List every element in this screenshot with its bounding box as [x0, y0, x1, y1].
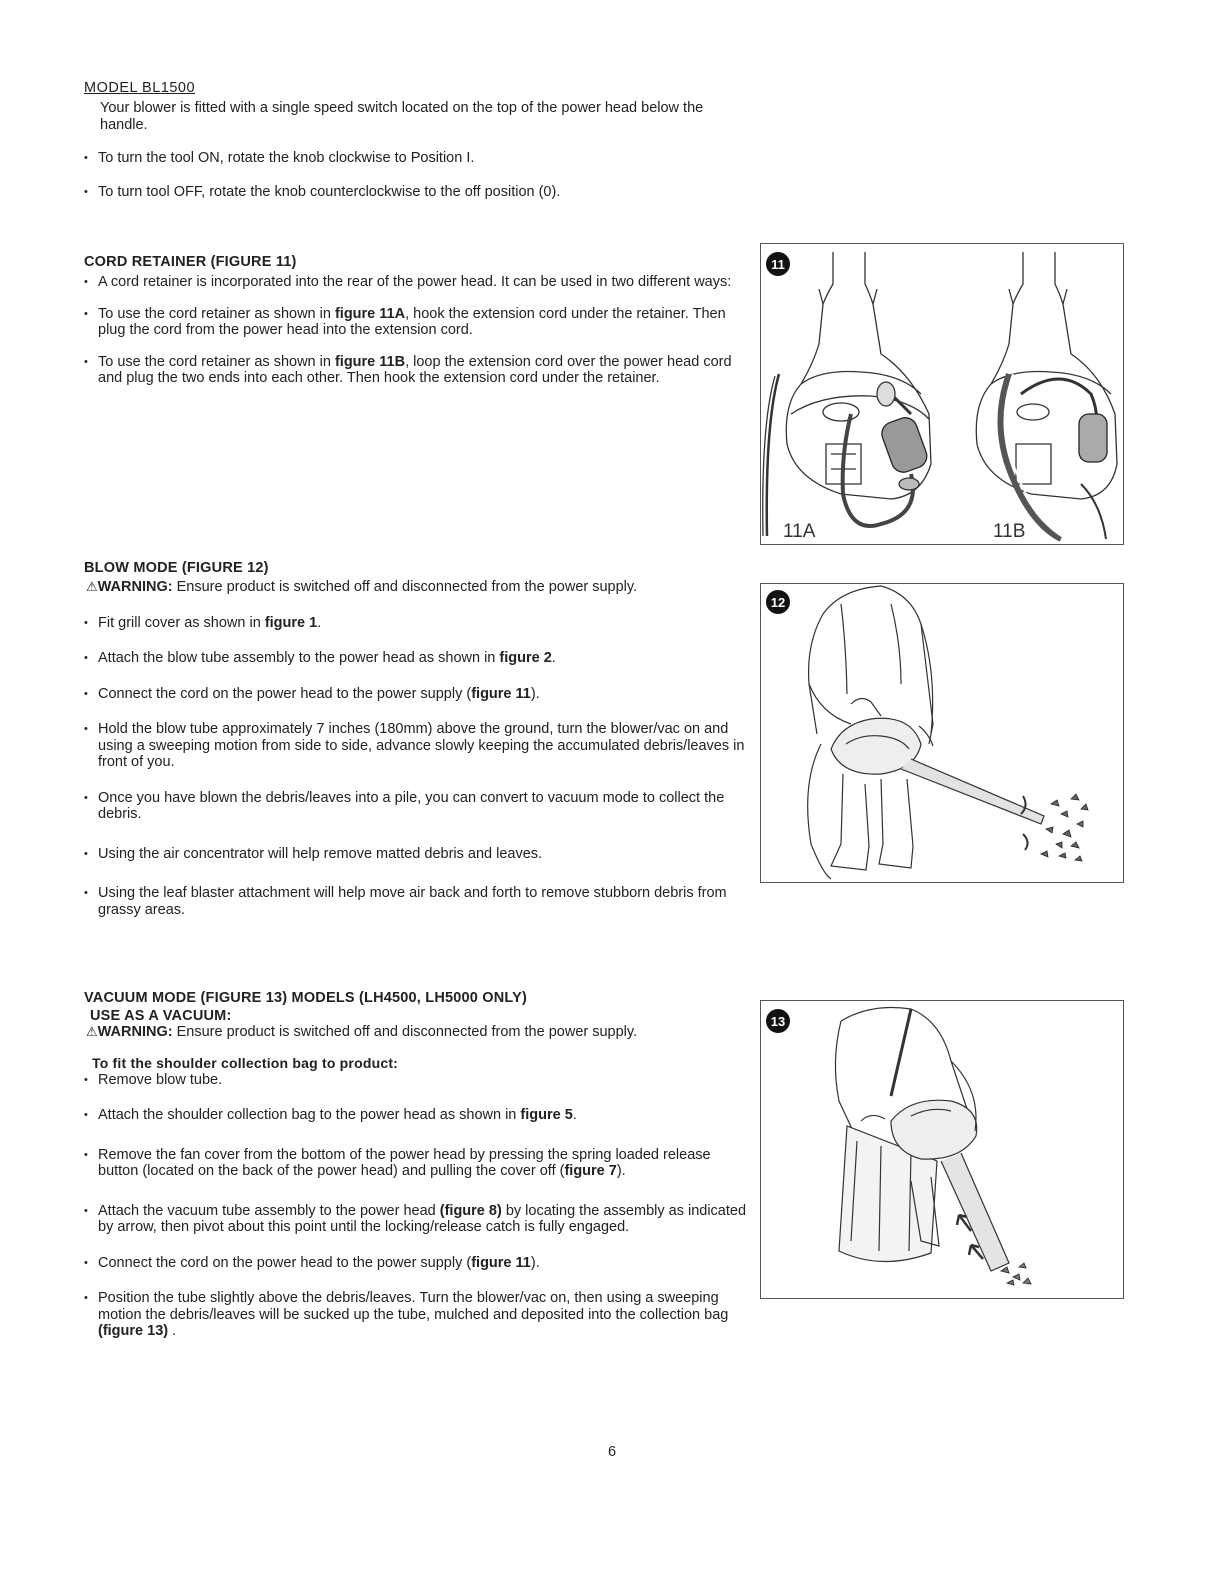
- fit-bag-heading: To fit the shoulder collection bag to product:: [92, 1054, 399, 1071]
- model-section: [84, 80, 752, 200]
- model-bullet-2: • To turn tool OFF, rotate the knob counterclockwise to the off position (0).: [84, 184, 752, 201]
- blow-bullet-7: • Using the leaf blaster attachment will help move air back and forth to remove stubborn debris from grassy areas.: [84, 885, 766, 918]
- vacuum-bullet-2: • Attach the shoulder collection bag to the power head as shown in figure 5.: [84, 1107, 752, 1124]
- vacuum-bullet-1: • Remove blow tube.: [84, 1072, 752, 1089]
- figure-11-illustration: [761, 244, 1123, 544]
- vacuum-bullet-3: • Remove the fan cover from the bottom of the power head by pressing the spring loaded release button (located on the back of the power head) and pulling the cover off (figure 7).: [84, 1147, 752, 1180]
- vacuum-bullet-4: • Attach the vacuum tube assembly to the power head (figure 8) by locating the assembly as indicated by arrow, then pivot about this point until the locking/release catch is fully engaged.: [84, 1203, 752, 1236]
- cord-retainer-section: [84, 254, 752, 387]
- cord-bullet-3: • To use the cord retainer as shown in figure 11B, loop the extension cord over the power head cord and plug the two ends into each other. Then hook the extension cord under the retainer.: [84, 354, 738, 387]
- cord-bullet-2: • To use the cord retainer as shown in figure 11A, hook the extension cord under the retainer. Then plug the cord from the power head into the extension cord.: [84, 306, 752, 339]
- vacuum-mode-section: [84, 990, 752, 1340]
- figure-11b-label: 11B: [993, 521, 1026, 542]
- blow-bullet-2: • Attach the blow tube assembly to the power head as shown in figure 2.: [84, 650, 752, 667]
- figure-13-illustration: [761, 1001, 1123, 1298]
- warning-icon: ⚠: [86, 579, 98, 594]
- model-heading: MODEL BL1500: [84, 80, 196, 96]
- figure-11a-label: 11A: [783, 521, 816, 542]
- cord-heading: CORD RETAINER (FIGURE 11): [84, 254, 297, 270]
- figure-13-number: 13: [770, 1014, 786, 1029]
- page-number: 6: [607, 1444, 617, 1460]
- blow-bullet-3: • Connect the cord on the power head to the power supply (figure 11).: [84, 686, 752, 703]
- figure-13: [760, 1000, 1124, 1299]
- blow-heading: BLOW MODE (FIGURE 12): [84, 560, 269, 576]
- model-intro: Your blower is fitted with a single speed switch located on the top of the power head below the handle.: [100, 100, 704, 133]
- figure-12: [760, 583, 1124, 883]
- figure-12-number: 12: [770, 595, 786, 610]
- figure-11: [760, 243, 1124, 545]
- blow-mode-section: [84, 560, 752, 918]
- blow-warning: ⚠WARNING: Ensure product is switched off and disconnected from the power supply.: [86, 579, 638, 595]
- vacuum-bullet-5: • Connect the cord on the power head to the power supply (figure 11).: [84, 1255, 752, 1272]
- warning-icon: ⚠: [86, 1024, 98, 1039]
- blow-bullet-4: • Hold the blow tube approximately 7 inches (180mm) above the ground, turn the blower/vac on and using a sweeping motion from side to side, advance slowly keeping the accumulated debris/leaves in front of you.: [84, 721, 752, 771]
- blow-bullet-1: • Fit grill cover as shown in figure 1.: [84, 615, 752, 632]
- figure-12-illustration: [761, 584, 1123, 882]
- model-bullet-1: • To turn the tool ON, rotate the knob clockwise to Position I.: [84, 150, 752, 167]
- blow-bullet-5: • Once you have blown the debris/leaves into a pile, you can convert to vacuum mode to collect the debris.: [84, 790, 728, 823]
- figure-11-number: 11: [771, 257, 785, 272]
- blow-bullet-6: • Using the air concentrator will help remove matted debris and leaves.: [84, 846, 752, 863]
- vacuum-subheading: USE AS A VACUUM:: [90, 1008, 232, 1024]
- vacuum-warning: ⚠WARNING: Ensure product is switched off and disconnected from the power supply.: [86, 1024, 638, 1040]
- vacuum-bullet-6: • Position the tube slightly above the debris/leaves. Turn the blower/vac on, then using a sweeping motion the debris/leaves will be sucked up the tube, mulched and deposited into the collection bag (figure 13) .: [84, 1290, 738, 1340]
- cord-bullet-1: • A cord retainer is incorporated into the rear of the power head. It can be used in two different ways:: [84, 274, 752, 291]
- vacuum-heading: VACUUM MODE (FIGURE 13) MODELS (LH4500, LH5000 ONLY): [84, 990, 528, 1006]
